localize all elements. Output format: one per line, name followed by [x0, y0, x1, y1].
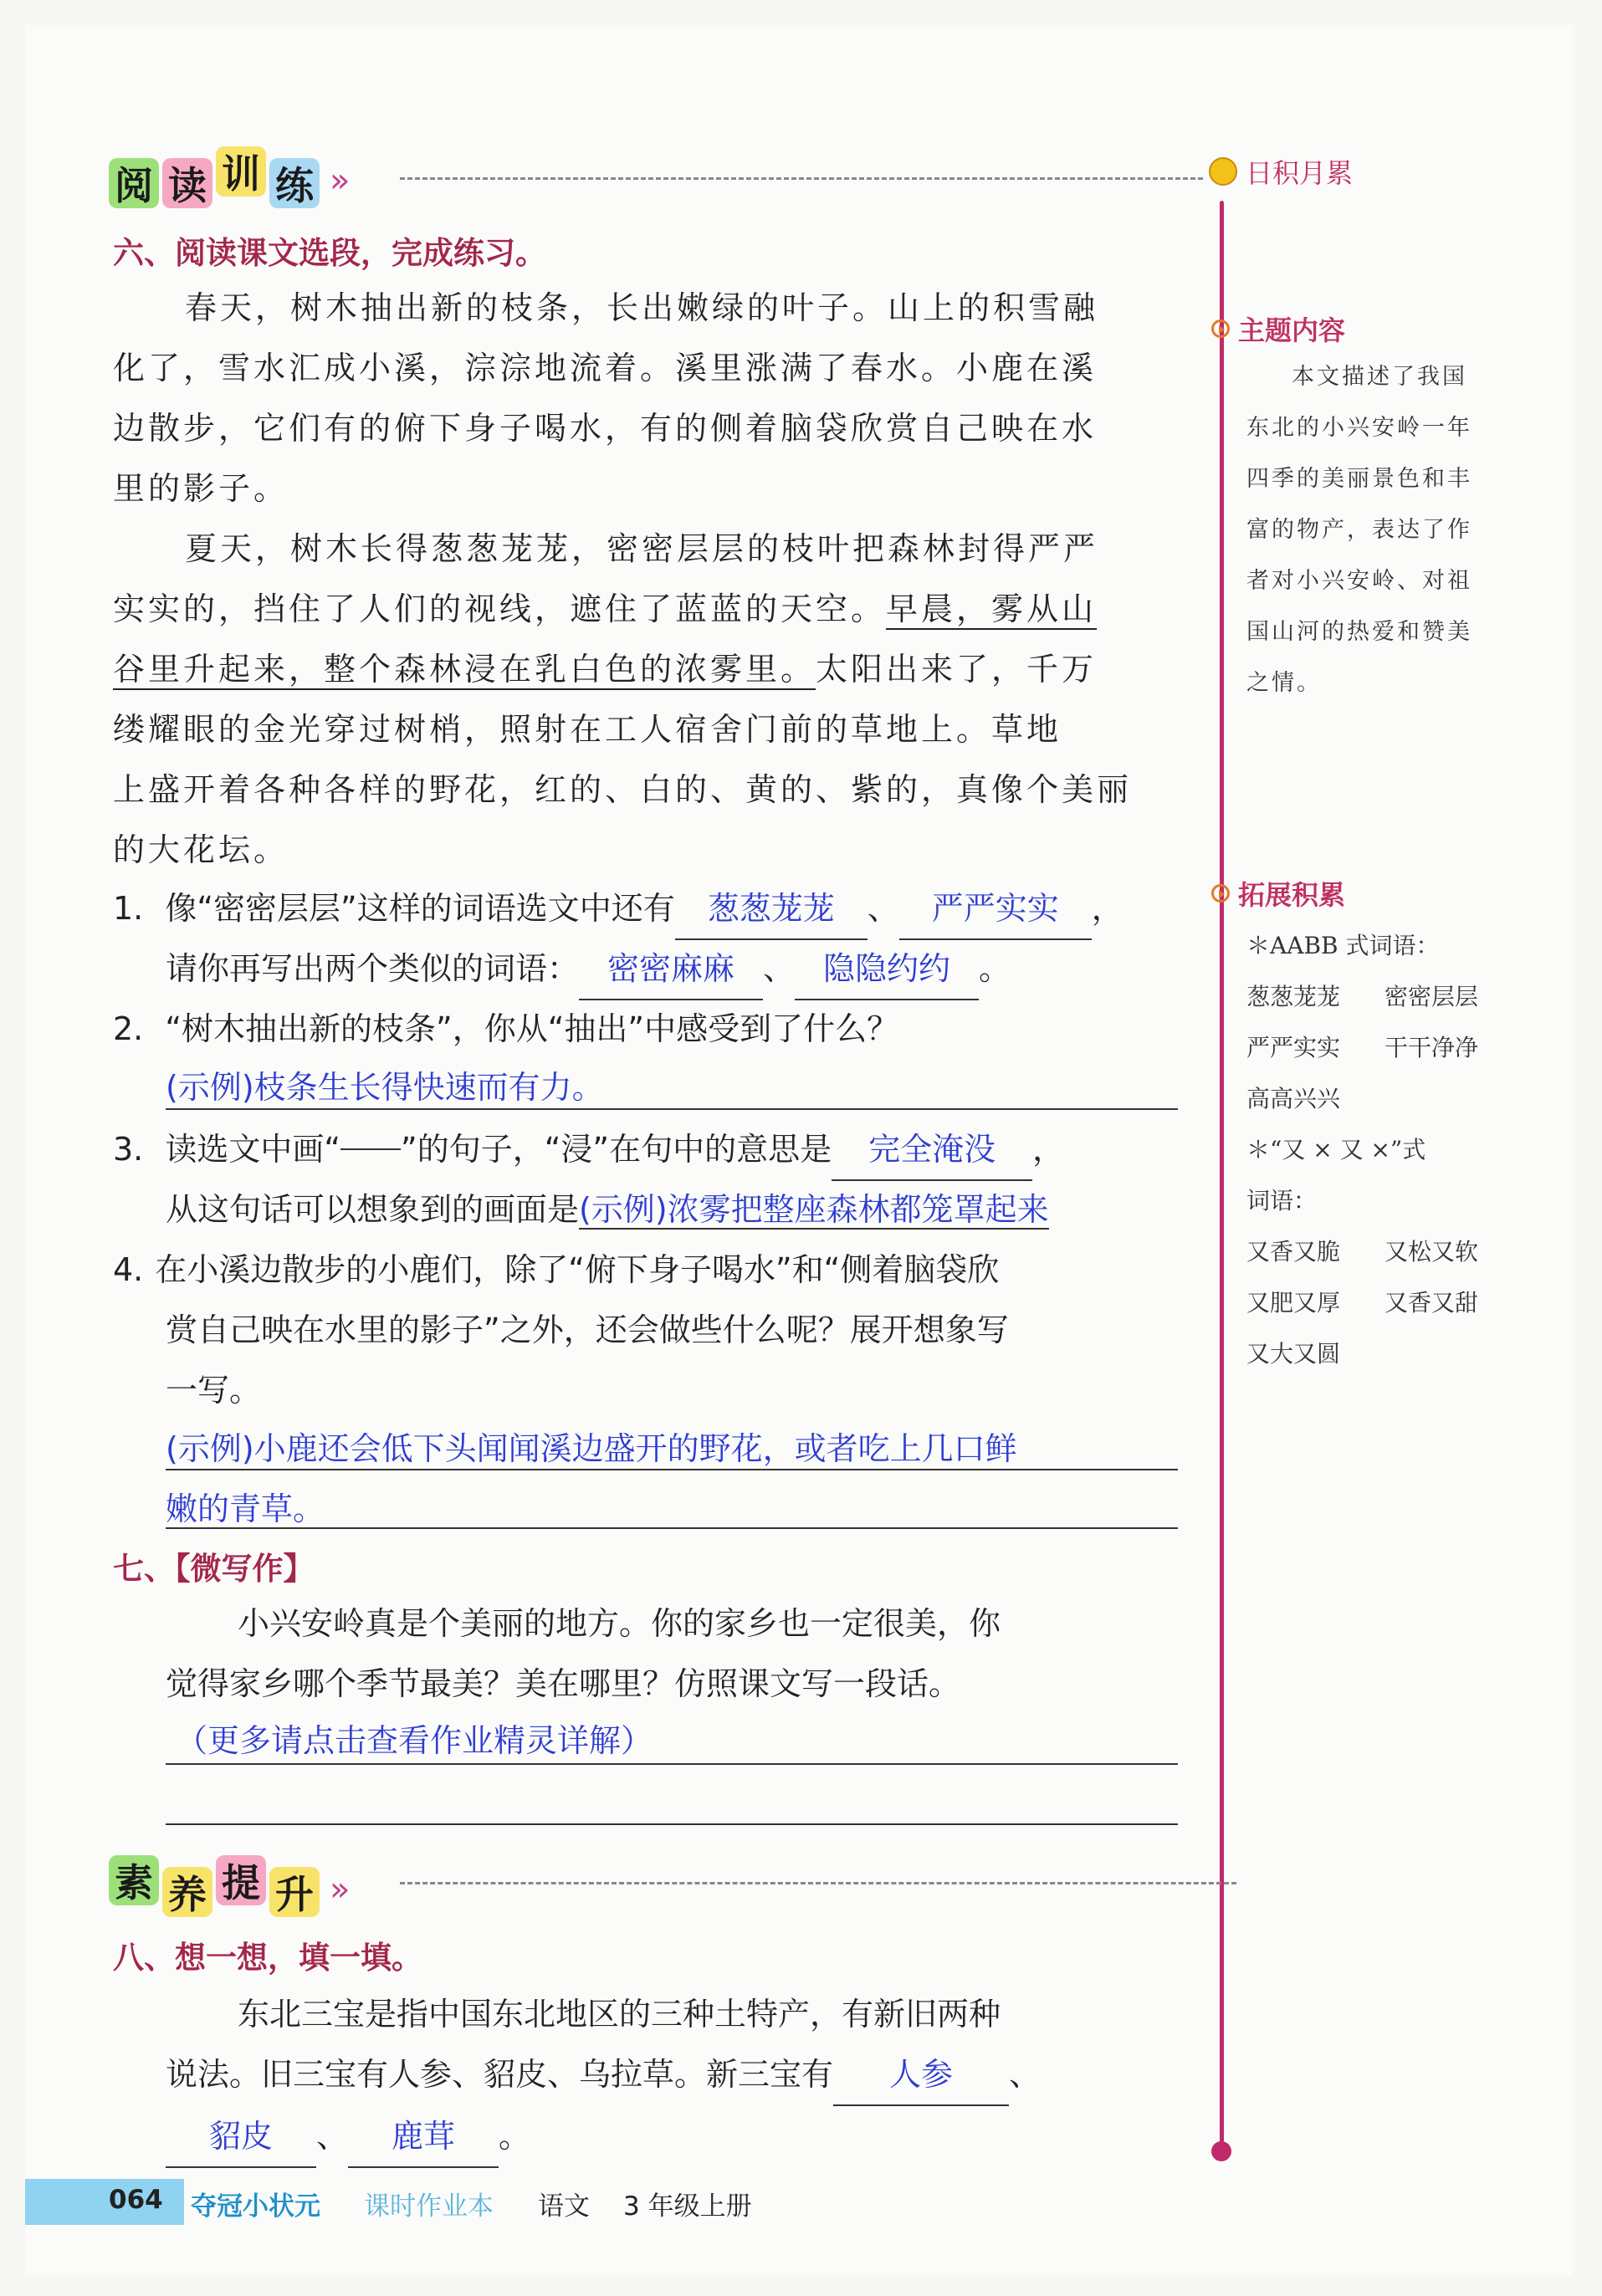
answer-blank[interactable]: 鹿茸	[348, 2106, 499, 2168]
q6-title: 六、阅读课文选段，完成练习。	[113, 235, 546, 271]
question-text: ”的句子，“浸”在句中的意思是	[401, 1131, 832, 1168]
underlined-sentence: 谷里升起来，整个森林浸在乳白色的浓雾里。	[113, 651, 816, 688]
question-1-b: 请你再写出两个类似的词语： 密密麻麻 、 隐隐约约 。	[166, 938, 1220, 1000]
passage-line: 的大花坛。	[113, 831, 289, 868]
page-number: 064	[109, 2185, 163, 2215]
answer-blank[interactable]: 葱葱茏茏	[675, 878, 868, 940]
q4-answer[interactable]	[166, 1419, 1017, 1539]
question-1: 1. 像“密密层层”这样的词语选文中还有 葱葱茏茏 、 严严实实 ，	[113, 878, 1200, 940]
question-text: 像“密密层层”这样的词语选文中还有	[165, 890, 675, 927]
header-char: 读	[162, 158, 212, 208]
chevron-icon: »	[330, 1870, 351, 1909]
question-3-b	[166, 1179, 1220, 1240]
answer-blank[interactable]: 貂皮	[166, 2106, 316, 2168]
passage-line: 春天，树木抽出新的枝条，长出嫩绿的叶子。山上的积雪融	[185, 289, 1099, 326]
play-icon	[1211, 320, 1230, 338]
q2-answer[interactable]: (示例)枝条生长得快速而有力。	[166, 1069, 604, 1106]
passage-text: 实实的，挡住了人们的视线，遮住了蓝蓝的天空。	[113, 591, 887, 627]
sidebar-title: 日积月累	[1209, 152, 1353, 191]
passage	[113, 278, 1184, 880]
word: 又香又脆	[1246, 1238, 1341, 1266]
section-header-reading	[109, 146, 350, 208]
brand: 夺冠小状元	[191, 2191, 320, 2222]
answer-line-text: (示例)小鹿还会低下头闻闻溪边盛开的野花，或者吃上几口鲜	[166, 1430, 1017, 1467]
divider	[400, 1882, 1236, 1884]
book-title: 课时作业本	[364, 2191, 494, 2222]
grade: 3 年级上册	[623, 2191, 752, 2222]
theme-line: 四季的美丽景色和丰	[1246, 466, 1472, 492]
header-char: 升	[269, 1867, 320, 1917]
answer-line	[166, 1763, 1178, 1765]
question-text: 说法。旧三宝有人参、貂皮、乌拉草。新三宝有	[166, 2056, 834, 2093]
theme-line: 者对小兴安岭、对祖	[1246, 568, 1472, 594]
passage-line: 上盛开着各种各样的野花，红的、白的、黄的、紫的，真像个美丽	[113, 771, 1133, 808]
chevron-icon: »	[330, 161, 351, 200]
answer-blank[interactable]: 人参	[833, 2044, 1009, 2106]
sidebar-rule	[1220, 201, 1224, 2150]
question-3: 3. 读选文中画“ ”的句子，“浸”在句中的意思是 完全淹没 ，	[113, 1119, 1217, 1181]
question-number: 1.	[113, 890, 144, 927]
question-text: 赏自己映在水里的影子”之外，还会做些什么呢？展开想象写	[166, 1312, 1009, 1348]
answer-line	[166, 1469, 1178, 1470]
question-text: 在小溪边散步的小鹿们，除了“俯下身子喝水”和“侧着脑袋欣	[155, 1251, 1000, 1288]
answer-blank[interactable]: 密密麻麻	[579, 938, 763, 1000]
yx-label: 词语：	[1246, 1187, 1318, 1214]
passage-line: 里的影子。	[113, 470, 289, 507]
question-number: 3.	[113, 1131, 144, 1168]
q8-title: 八、想一想，填一填。	[113, 1940, 422, 1976]
word: 高高兴兴	[1246, 1085, 1341, 1112]
q7-title: 七、【微写作】	[113, 1551, 315, 1587]
answer-blank[interactable]: (示例)浓雾把整座森林都笼罩起来	[579, 1191, 1049, 1228]
question-number: 2.	[113, 1010, 144, 1047]
word: 又香又甜	[1384, 1289, 1479, 1317]
question-text: 一写。	[166, 1372, 262, 1409]
question-text: “树木抽出新的枝条”，你从“抽出”中感受到了什么？	[165, 1010, 899, 1047]
word: 又松又软	[1384, 1238, 1479, 1266]
question-text: 请你再写出两个类似的词语：	[166, 950, 580, 987]
answer-blank[interactable]: 严严实实	[899, 878, 1092, 940]
answer-blank[interactable]: 完全淹没	[832, 1119, 1032, 1181]
underline-symbol	[340, 1148, 401, 1150]
aabb-label: ＊AABB 式词语：	[1246, 932, 1440, 959]
header-char: 阅	[109, 158, 159, 208]
question-text: 东北三宝是指中国东北地区的三种土特产，有新旧两种	[238, 1996, 1001, 2033]
divider	[400, 177, 1203, 180]
word: 又大又圆	[1246, 1340, 1341, 1368]
subject: 语文	[538, 2191, 590, 2222]
header-char: 训	[216, 146, 266, 197]
answer-line	[166, 1108, 1178, 1110]
question-text: 小兴安岭真是个美丽的地方。你的家乡也一定很美，你	[238, 1605, 1001, 1642]
word: 密密层层	[1384, 983, 1479, 1010]
header-char: 提	[216, 1855, 266, 1905]
passage-text: 太阳出来了，千万	[816, 651, 1098, 688]
theme-text	[1246, 351, 1506, 708]
answer-line	[166, 1527, 1178, 1529]
answer-line-text: 嫩的青草。	[166, 1491, 325, 1527]
section-header-improve	[109, 1855, 350, 1917]
theme-line: 东北的小兴安岭一年	[1246, 415, 1472, 441]
play-icon	[1211, 884, 1230, 903]
theme-line: 本文描述了我国	[1292, 364, 1467, 390]
theme-heading: 主题内容	[1211, 309, 1345, 348]
passage-line: 缕耀眼的金光穿过树梢，照射在工人宿舍门前的草地上。草地	[113, 711, 1062, 748]
word: 葱葱茏茏	[1246, 983, 1341, 1010]
badge-icon	[1209, 157, 1237, 186]
header-char: 练	[269, 158, 320, 208]
yx-label: ＊“又 × 又 ×”式	[1246, 1136, 1426, 1163]
theme-line: 之情。	[1246, 670, 1322, 696]
answer-line	[166, 1823, 1178, 1825]
word: 严严实实	[1246, 1034, 1341, 1061]
question-2	[113, 999, 1200, 1059]
q7-answer[interactable]: （更多请点击查看作业精灵详解）	[176, 1722, 653, 1759]
header-char: 养	[162, 1867, 212, 1917]
q7-prompt	[166, 1593, 1211, 1714]
question-4	[113, 1240, 1217, 1420]
passage-line: 夏天，树木长得葱葱茏茏，密密层层的枝叶把森林封得严严	[185, 530, 1099, 567]
expand-list	[1246, 920, 1531, 1379]
question-text: 觉得家乡哪个季节最美？美在哪里？仿照课文写一段话。	[166, 1665, 961, 1702]
expand-heading: 拓展积累	[1211, 874, 1345, 913]
answer-blank[interactable]: 隐隐约约	[795, 938, 979, 1000]
question-number: 4.	[113, 1251, 144, 1288]
theme-line: 国山河的热爱和赞美	[1246, 619, 1472, 645]
theme-line: 富的物产，表达了作	[1246, 517, 1472, 543]
word: 又肥又厚	[1246, 1289, 1341, 1317]
underlined-sentence: 早晨，雾从山	[886, 591, 1098, 627]
q8-text: 东北三宝是指中国东北地区的三种土特产，有新旧两种 说法。旧三宝有人参、貂皮、乌拉草。新三宝有 人参 、 貂皮 、 鹿茸 。	[166, 1984, 1220, 2168]
word: 干干净净	[1384, 1034, 1479, 1061]
passage-line: 边散步，它们有的俯下身子喝水，有的侧着脑袋欣赏自己映在水	[113, 410, 1098, 447]
passage-line: 化了，雪水汇成小溪，淙淙地流着。溪里涨满了春水。小鹿在溪	[113, 350, 1098, 386]
header-char: 素	[109, 1855, 159, 1905]
question-text: 从这句话可以想象到的画面是	[166, 1191, 580, 1228]
question-text: 读选文中画“	[165, 1131, 341, 1168]
